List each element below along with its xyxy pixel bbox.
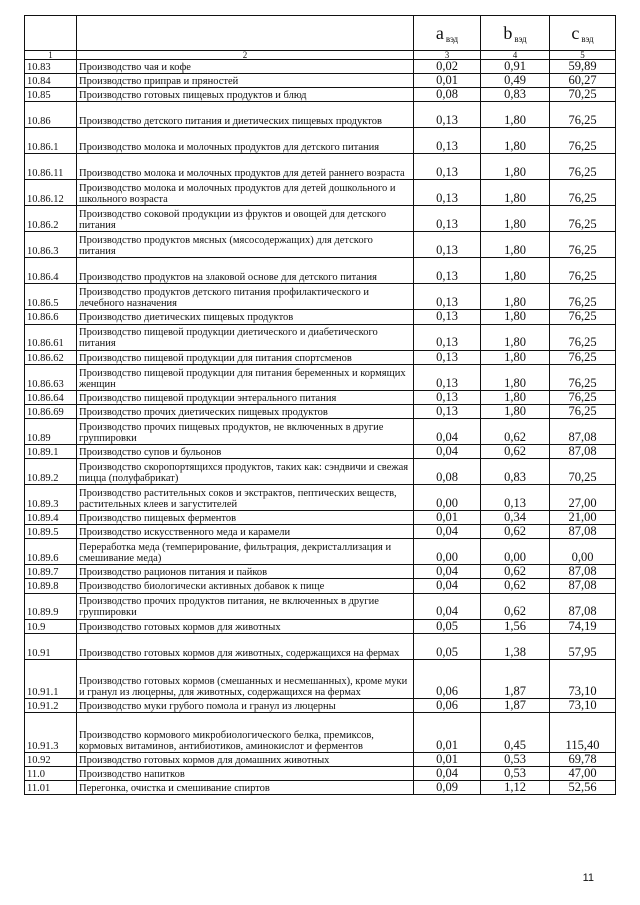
row-a-value: 0,01 [414,74,481,88]
row-b-value: 1,80 [481,404,550,418]
row-code: 11.0 [25,766,77,780]
row-c-value: 115,40 [550,712,616,752]
row-b-value: 1,80 [481,390,550,404]
row-name: Производство молока и молочных продуктов для детского питания [77,128,414,154]
row-name: Производство пищевой продукции для питания беременных и кормящих женщин [77,364,414,390]
row-code: 10.89.8 [25,579,77,593]
row-code: 10.89.9 [25,593,77,619]
table-row [25,324,616,350]
row-c-value: 87,08 [550,593,616,619]
row-c-value: 74,19 [550,619,616,633]
row-name: Производство прочих продуктов питания, не включенных в другие группировки [77,593,414,619]
column-number-row [25,51,616,60]
row-b-value: 1,87 [481,659,550,698]
row-c-value: 69,78 [550,752,616,766]
row-c-value: 87,08 [550,444,616,458]
row-a-value: 0,13 [414,258,481,284]
row-code: 10.86.61 [25,324,77,350]
row-c-value: 76,25 [550,154,616,180]
row-b-value: 1,80 [481,128,550,154]
row-b-value: 1,87 [481,698,550,712]
row-code: 10.85 [25,88,77,102]
table-row [25,593,616,619]
row-name: Производство молока и молочных продуктов для детей раннего возраста [77,154,414,180]
row-a-value: 0,13 [414,102,481,128]
row-name: Производство детского питания и диетических пищевых продуктов [77,102,414,128]
row-a-value: 0,06 [414,698,481,712]
row-b-value: 1,80 [481,324,550,350]
row-name: Производство продуктов детского питания профилактического и лечебного назначения [77,284,414,310]
row-code: 10.86.1 [25,128,77,154]
table-row [25,404,616,418]
table-row [25,206,616,232]
row-code: 10.91.1 [25,659,77,698]
row-code: 10.9 [25,619,77,633]
row-a-value: 0,13 [414,310,481,324]
column-number: 3 [414,51,481,60]
row-c-value: 47,00 [550,766,616,780]
row-a-value: 0,13 [414,284,481,310]
row-a-value: 0,13 [414,324,481,350]
coefficients-table [24,15,616,795]
row-b-value: 1,80 [481,310,550,324]
row-b-value: 0,83 [481,88,550,102]
column-number: 1 [25,51,77,60]
row-c-value: 57,95 [550,633,616,659]
row-code: 10.86.4 [25,258,77,284]
row-name: Производство чая и кофе [77,60,414,74]
row-name: Производство готовых пищевых продуктов и блюд [77,88,414,102]
row-a-value: 0,13 [414,180,481,206]
row-a-value: 0,08 [414,88,481,102]
row-c-value: 0,00 [550,539,616,565]
row-name: Производство биологически активных добавок к пище [77,579,414,593]
row-c-value: 60,27 [550,74,616,88]
row-name: Производство готовых кормов для домашних животных [77,752,414,766]
row-b-value: 0,62 [481,579,550,593]
row-a-value: 0,13 [414,350,481,364]
row-name: Производство пищевой продукции энтерального питания [77,390,414,404]
row-b-value: 0,62 [481,565,550,579]
row-b-value: 1,80 [481,154,550,180]
row-a-value: 0,02 [414,60,481,74]
row-name: Производство скоропортящихся продуктов, таких как: сэндвичи и свежая пицца (полуфабрикат) [77,459,414,485]
table-row [25,60,616,74]
row-b-value: 0,62 [481,418,550,444]
column-number: 5 [550,51,616,60]
row-c-value: 76,25 [550,180,616,206]
row-b-value: 0,62 [481,444,550,458]
table-row [25,698,616,712]
row-name: Производство молока и молочных продуктов для детей дошкольного и школьного возраста [77,180,414,206]
row-a-value: 0,13 [414,232,481,258]
table-row [25,154,616,180]
row-c-value: 21,00 [550,511,616,525]
row-c-value: 70,25 [550,459,616,485]
row-name: Производство прочих пищевых продуктов, не включенных в другие группировки [77,418,414,444]
header-c-cell: c $_{вэд}$ [550,16,616,51]
row-b-value: 0,62 [481,525,550,539]
row-c-value: 87,08 [550,418,616,444]
row-code: 10.89.5 [25,525,77,539]
row-b-value: 0,91 [481,60,550,74]
row-name: Производство соковой продукции из фруктов и овощей для детского питания [77,206,414,232]
row-code: 10.86.62 [25,350,77,364]
table-row [25,390,616,404]
row-name: Производство готовых кормов (смешанных и несмешанных), кроме муки и гранул из люцерны, для животных, содержащихся на фермах [77,659,414,698]
row-code: 10.86.3 [25,232,77,258]
row-c-value: 76,25 [550,310,616,324]
row-b-value: 0,34 [481,511,550,525]
row-a-value: 0,13 [414,154,481,180]
table-row [25,565,616,579]
row-a-value: 0,01 [414,712,481,752]
row-b-value: 1,80 [481,364,550,390]
row-code: 10.91.3 [25,712,77,752]
row-name: Производство муки грубого помола и гранул из люцерны [77,698,414,712]
row-code: 10.86.6 [25,310,77,324]
row-code: 10.86.64 [25,390,77,404]
row-c-value: 76,25 [550,102,616,128]
table-row [25,444,616,458]
row-a-value: 0,04 [414,565,481,579]
row-a-value: 0,04 [414,766,481,780]
table-row [25,619,616,633]
table-row [25,284,616,310]
table-row [25,128,616,154]
row-a-value: 0,00 [414,485,481,511]
row-a-value: 0,01 [414,752,481,766]
table-row [25,364,616,390]
row-b-value: 0,00 [481,539,550,565]
row-c-value: 87,08 [550,565,616,579]
row-c-value: 76,25 [550,404,616,418]
row-b-value: 1,38 [481,633,550,659]
row-a-value: 0,06 [414,659,481,698]
row-code: 10.91 [25,633,77,659]
row-code: 10.89.7 [25,565,77,579]
row-c-value: 76,25 [550,258,616,284]
row-code: 10.83 [25,60,77,74]
row-c-value: 76,25 [550,390,616,404]
row-a-value: 0,05 [414,633,481,659]
row-b-value: 1,80 [481,180,550,206]
row-code: 10.89.1 [25,444,77,458]
row-code: 10.86 [25,102,77,128]
row-code: 10.86.11 [25,154,77,180]
row-code: 10.89.2 [25,459,77,485]
table-row [25,459,616,485]
table-row [25,310,616,324]
row-a-value: 0,00 [414,539,481,565]
row-a-value: 0,13 [414,404,481,418]
table-header-row [25,16,616,51]
row-a-value: 0,01 [414,511,481,525]
row-c-value: 87,08 [550,525,616,539]
row-name: Производство продуктов мясных (мясосодержащих) для детского питания [77,232,414,258]
row-name: Производство кормового микробиологического белка, премиксов, кормовых витаминов, антибиотиков, аминокислот и ферментов [77,712,414,752]
row-b-value: 1,80 [481,258,550,284]
row-c-value: 73,10 [550,659,616,698]
row-code: 10.89 [25,418,77,444]
row-code: 11.01 [25,781,77,795]
table-row [25,579,616,593]
row-c-value: 27,00 [550,485,616,511]
table-row [25,485,616,511]
table-row [25,74,616,88]
row-a-value: 0,04 [414,525,481,539]
table-row [25,102,616,128]
row-c-value: 59,89 [550,60,616,74]
row-b-value: 0,49 [481,74,550,88]
row-c-value: 76,25 [550,232,616,258]
row-c-value: 76,25 [550,324,616,350]
row-code: 10.84 [25,74,77,88]
header-b-cell: b $_{вэд}$ [481,16,550,51]
row-b-value: 0,53 [481,766,550,780]
row-name: Производство супов и бульонов [77,444,414,458]
table-row [25,539,616,565]
row-name: Производство растительных соков и экстрактов, пептических веществ, растительных клеев и загустителей [77,485,414,511]
row-b-value: 1,80 [481,232,550,258]
table-row [25,633,616,659]
row-a-value: 0,04 [414,444,481,458]
row-a-value: 0,13 [414,128,481,154]
row-code: 10.86.63 [25,364,77,390]
row-code: 10.91.2 [25,698,77,712]
row-b-value: 0,13 [481,485,550,511]
row-code: 10.89.6 [25,539,77,565]
row-b-value: 1,80 [481,102,550,128]
row-b-value: 1,12 [481,781,550,795]
row-c-value: 52,56 [550,781,616,795]
row-name: Производство диетических пищевых продуктов [77,310,414,324]
row-code: 10.89.3 [25,485,77,511]
row-a-value: 0,08 [414,459,481,485]
row-b-value: 0,62 [481,593,550,619]
row-b-value: 0,45 [481,712,550,752]
row-code: 10.89.4 [25,511,77,525]
row-name: Производство приправ и пряностей [77,74,414,88]
row-code: 10.92 [25,752,77,766]
row-b-value: 1,80 [481,350,550,364]
row-name: Производство рационов питания и пайков [77,565,414,579]
row-c-value: 76,25 [550,350,616,364]
row-a-value: 0,04 [414,418,481,444]
table-row [25,180,616,206]
row-name: Производство прочих диетических пищевых продуктов [77,404,414,418]
row-code: 10.86.69 [25,404,77,418]
row-c-value: 76,25 [550,284,616,310]
header-code-cell [25,16,77,51]
row-name: Производство пищевой продукции для питания спортсменов [77,350,414,364]
row-name: Производство готовых кормов для животных [77,619,414,633]
row-b-value: 0,53 [481,752,550,766]
row-code: 10.86.12 [25,180,77,206]
table-row [25,752,616,766]
table-row [25,232,616,258]
row-b-value: 1,80 [481,284,550,310]
row-b-value: 0,83 [481,459,550,485]
column-number: 4 [481,51,550,60]
row-a-value: 0,13 [414,364,481,390]
table-row [25,766,616,780]
row-c-value: 76,25 [550,206,616,232]
row-c-value: 76,25 [550,364,616,390]
row-c-value: 70,25 [550,88,616,102]
row-name: Производство напитков [77,766,414,780]
row-a-value: 0,05 [414,619,481,633]
row-name: Производство продуктов на злаковой основе для детского питания [77,258,414,284]
page-number: 11 [582,872,594,884]
row-c-value: 76,25 [550,128,616,154]
header-a-cell: a $_{вэд}$ [414,16,481,51]
table-row [25,511,616,525]
table-row [25,781,616,795]
row-a-value: 0,09 [414,781,481,795]
table-row [25,712,616,752]
row-a-value: 0,13 [414,390,481,404]
column-number: 2 [77,51,414,60]
row-c-value: 73,10 [550,698,616,712]
row-c-value: 87,08 [550,579,616,593]
row-name: Производство готовых кормов для животных, содержащихся на фермах [77,633,414,659]
table-row [25,88,616,102]
row-name: Производство пищевой продукции диетического и диабетического питания [77,324,414,350]
row-a-value: 0,13 [414,206,481,232]
table-row [25,258,616,284]
row-name: Перегонка, очистка и смешивание спиртов [77,781,414,795]
row-code: 10.86.2 [25,206,77,232]
table-row [25,418,616,444]
row-b-value: 1,56 [481,619,550,633]
row-a-value: 0,04 [414,593,481,619]
header-name-cell [77,16,414,51]
row-code: 10.86.5 [25,284,77,310]
row-name: Производство пищевых ферментов [77,511,414,525]
table-row [25,350,616,364]
table-row [25,659,616,698]
row-name: Производство искусственного меда и карамели [77,525,414,539]
row-name: Переработка меда (темперирование, фильтрация, декристаллизация и смешивание меда) [77,539,414,565]
table-row [25,525,616,539]
row-b-value: 1,80 [481,206,550,232]
row-a-value: 0,04 [414,579,481,593]
